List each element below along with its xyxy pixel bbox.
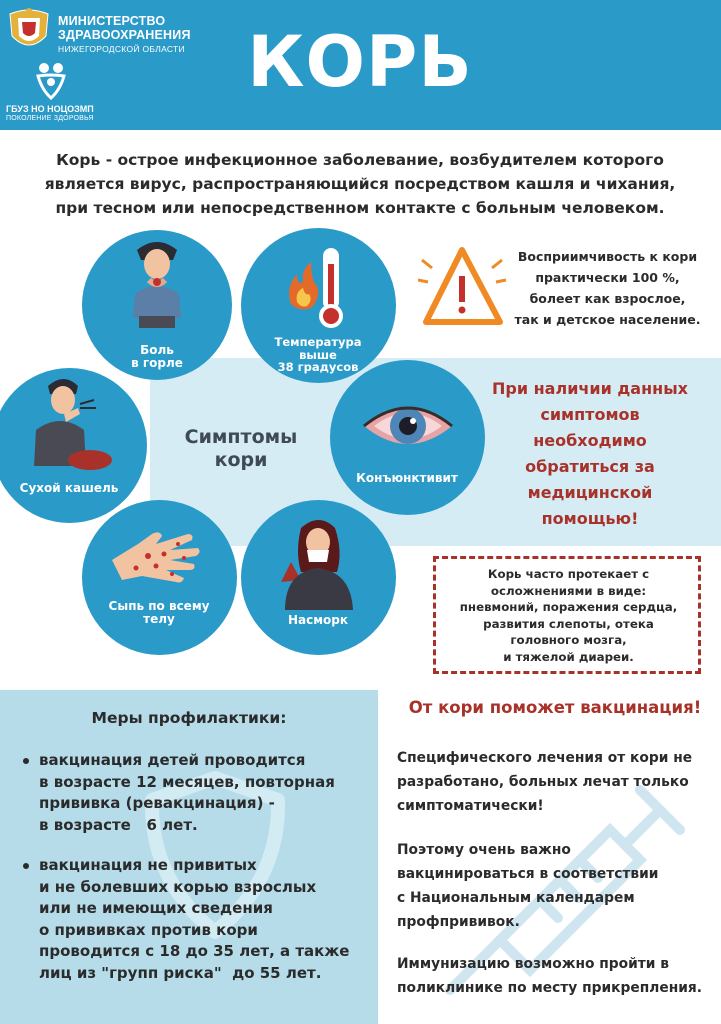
coat-of-arms-icon <box>6 6 52 56</box>
susceptibility-line3: болеет как взрослое, <box>529 291 686 306</box>
vacc-p1-line2: разработано, больных лечат только <box>397 774 689 790</box>
intro-text <box>30 148 690 220</box>
prevention-bullet-2 <box>39 855 374 985</box>
complications-line1: Корь часто протекает с <box>487 567 650 581</box>
org-line1: ГБУЗ НО НОЦОЗМП <box>6 104 94 114</box>
vacc-p1-line3: симптоматически! <box>397 798 544 814</box>
prevention-bullet-1 <box>39 750 369 836</box>
vacc-p3-line1: Иммунизацию возможно пройти в <box>397 956 670 972</box>
complications-line3: пневмоний, поражения сердца, <box>459 600 678 614</box>
org-line2: ПОКОЛЕНИЕ ЗДОРОВЬЯ <box>6 115 94 122</box>
bullet1-line4: в возрасте 6 лет. <box>39 815 198 834</box>
org-name <box>6 104 94 124</box>
vaccination-paragraph-1 <box>397 746 717 818</box>
bullet2-line5: проводится с 18 до 35 лет, а также <box>39 942 350 961</box>
bullet-dot <box>23 758 29 764</box>
rash-label-line2: телу <box>143 612 175 626</box>
temperature-label-line3: 38 градусов <box>277 360 359 374</box>
complications-line5: головного мозга, <box>510 633 627 647</box>
seek-help-line4: обратиться за <box>525 457 655 476</box>
susceptibility-line2: практически 100 %, <box>535 270 680 285</box>
eye-icon <box>360 396 456 456</box>
ministry-name <box>58 14 191 56</box>
seek-help-line2: симптомов <box>540 405 640 424</box>
symptoms-title-line1: Симптомы <box>184 426 298 448</box>
sore-throat-label-line2: в горле <box>131 356 183 370</box>
prevention-title: Меры профилактики: <box>91 709 287 727</box>
seek-help-line5: медицинской <box>527 483 653 502</box>
rash-hand-icon <box>108 514 208 594</box>
bullet1-line2: в возрасте 12 месяцев, повторная <box>39 772 335 791</box>
ministry-line2: ЗДРАВООХРАНЕНИЯ <box>58 28 191 42</box>
symptom-conjunctivitis <box>330 360 485 515</box>
bullet1-line1: вакцинация детей проводится <box>39 751 306 769</box>
rash-label-line1: Сыпь по всему <box>108 599 210 613</box>
dry-cough-label: Сухой кашель <box>19 481 119 495</box>
seek-help-line3: необходимо <box>533 431 647 450</box>
complications-text <box>441 566 696 665</box>
vacc-p3-line2: поликлинике по месту прикрепления. <box>397 980 703 996</box>
vaccination-paragraph-2 <box>397 838 717 934</box>
ministry-line3: НИЖЕГОРОДСКОЙ ОБЛАСТИ <box>58 44 185 54</box>
temperature-label-line1: Температура <box>274 335 362 349</box>
seek-help-line1: При наличии данных <box>492 379 688 398</box>
vacc-p2-line1: Поэтому очень важно <box>397 842 571 858</box>
complications-line6: и тяжелой диареи. <box>503 649 634 664</box>
sore-throat-label-line1: Боль <box>140 343 174 357</box>
complications-line2: осложнениями в виде: <box>490 583 647 598</box>
complications-line4: развития слепоты, отека <box>483 616 654 631</box>
cough-icon <box>30 374 114 474</box>
bullet2-line2: и не болевших корью взрослых <box>39 877 317 896</box>
bullet1-line3: прививка (ревакцинация) - <box>39 794 275 813</box>
vacc-p2-line2: вакцинироваться в соответствии <box>397 866 659 882</box>
thermometer-fire-icon <box>281 242 357 334</box>
runny-nose-label: Насморк <box>287 613 349 627</box>
org-logo-icon <box>30 60 72 100</box>
bullet2-line4: о прививках против кори <box>39 920 258 939</box>
symptoms-title <box>170 426 312 472</box>
vacc-p2-line4: профпрививок. <box>397 914 520 930</box>
vaccination-title: От кори поможет вакцинация! <box>408 698 702 717</box>
runny-nose-icon <box>271 512 367 610</box>
vaccination-paragraph-3 <box>397 952 717 1000</box>
temperature-label-line2: выше <box>299 347 337 362</box>
symptom-rash <box>82 500 237 655</box>
symptom-sore-throat <box>82 230 232 380</box>
symptom-runny-nose <box>241 500 396 655</box>
bullet2-line6: лиц из "групп риска" до 55 лет. <box>39 963 322 982</box>
symptom-temperature <box>241 228 396 383</box>
bullet-dot <box>23 863 29 869</box>
susceptibility-line1: Восприимчивость к кори <box>517 249 698 264</box>
intro-line1: Корь - острое инфекционное заболевание, возбудителем которого <box>56 151 664 169</box>
warning-triangle-icon <box>418 238 508 334</box>
vacc-p2-line3: с Национальным календарем <box>397 890 635 906</box>
ministry-line1: МИНИСТЕРСТВО <box>58 14 166 28</box>
vacc-p1-line1: Специфического лечения от кори не <box>397 750 693 766</box>
intro-line3: при тесном или непосредственном контакте с больным человеком. <box>55 199 665 217</box>
intro-line2: является вирус, распространяющийся посредством кашля и чихания, <box>44 175 676 193</box>
page-title: КОРЬ <box>247 21 473 103</box>
seek-help-line6: помощью! <box>541 509 639 528</box>
symptom-dry-cough <box>0 368 147 523</box>
bullet2-line1: вакцинация не привитых <box>39 856 257 874</box>
susceptibility-text <box>500 246 715 330</box>
seek-help-text <box>480 376 700 532</box>
conjunctivitis-label: Конъюнктивит <box>356 471 458 485</box>
sore-throat-icon <box>127 236 187 328</box>
bullet2-line3: или не имеющих сведения <box>39 899 273 918</box>
symptoms-title-line2: кори <box>214 449 268 471</box>
susceptibility-line4: так и детское население. <box>514 312 701 327</box>
